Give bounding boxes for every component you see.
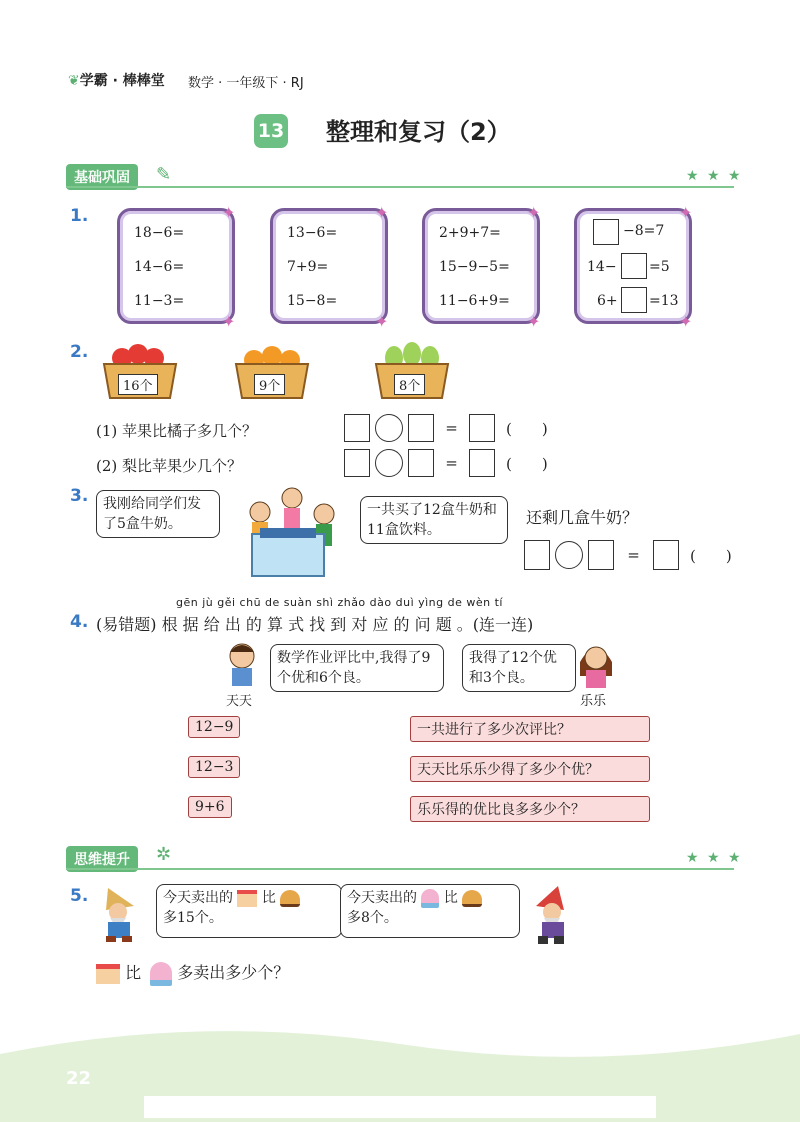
star-icon: ✦ (222, 312, 236, 331)
section-divider (66, 186, 734, 188)
equation-text: 6+ (597, 293, 618, 309)
equation-text: 15−8= (287, 293, 338, 309)
section-thinking-tab: 思维提升 (66, 846, 138, 872)
equation-text: =13 (649, 293, 679, 309)
question-4-number: 4. (70, 612, 89, 632)
speech-bubble (340, 884, 520, 938)
unit-parentheses: ( ) (690, 546, 732, 565)
speech-bubble: 我得了12个优和3个良。 (462, 644, 576, 692)
bubble-text: 今天卖出的 (347, 890, 417, 906)
question-card[interactable]: 一共进行了多少次评比？ (410, 716, 650, 742)
basket-label: 9个 (254, 374, 285, 395)
speech-bubble (156, 884, 342, 938)
boy-tiantian-icon (222, 640, 264, 690)
brand-text: 学霸 · 棒棒堂 (79, 73, 165, 89)
equals-sign: = (627, 546, 640, 564)
question-text: 多卖出多少个？ (177, 963, 290, 982)
question-2-number: 2. (70, 342, 89, 362)
answer-box[interactable] (469, 414, 495, 442)
star-icon: ✦ (527, 203, 541, 222)
question-card[interactable]: 天天比乐乐少得了多少个优？ (410, 756, 650, 782)
name-tiantian: 天天 (226, 694, 253, 709)
star-icon: ✦ (375, 203, 389, 222)
question-4-prompt: (易错题) 根 据 给 出 的 算 式 找 到 对 应 的 问 题 。(连一连) (96, 615, 534, 634)
cake-icon (96, 964, 120, 984)
answer-box[interactable] (344, 449, 370, 477)
basket-label: 16个 (118, 374, 158, 395)
equation-row (344, 414, 548, 442)
dwarf-right-icon (522, 884, 578, 948)
answer-box[interactable] (593, 219, 617, 243)
footer-blank-bar (144, 1096, 656, 1118)
question-1-number: 1. (70, 206, 89, 226)
bubble-text: 多8个。 (347, 910, 398, 926)
sparkle-icon: ✲ (156, 844, 172, 865)
star-icon: ✦ (375, 312, 389, 331)
bubble-text: 多15个。 (163, 910, 223, 926)
expression-card[interactable]: 9+6 (188, 796, 232, 818)
speech-bubble: 数学作业评比中,我得了9个优和6个良。 (270, 644, 444, 692)
answer-box[interactable] (621, 287, 645, 311)
girl-lele-icon (574, 640, 618, 690)
brand-logo (68, 70, 165, 90)
equation-text: 7+9= (287, 259, 329, 275)
pencil-icon: ✎ (156, 164, 172, 185)
question-text: 比 (125, 963, 142, 982)
equation-text: 13−6= (287, 225, 338, 241)
difficulty-stars: ★ ★ ★ (686, 850, 743, 866)
star-icon: ✦ (527, 312, 541, 331)
cupcake-icon (421, 889, 439, 908)
equation-text: =5 (649, 259, 670, 275)
question-2-part-2: (2) 梨比苹果少几个？ (96, 457, 243, 475)
equation-text: −8=7 (623, 223, 665, 239)
cake-icon (237, 890, 257, 907)
answer-box[interactable] (653, 540, 679, 570)
equation-text: 11−6+9= (439, 293, 510, 309)
children-milk-illustration (232, 484, 352, 584)
burger-icon (280, 890, 300, 907)
answer-box[interactable] (344, 414, 370, 442)
expression-card[interactable]: 12−9 (188, 716, 240, 738)
operator-circle[interactable] (375, 449, 403, 477)
answer-box[interactable] (408, 414, 434, 442)
bubble-text: 今天卖出的 (163, 890, 233, 906)
equation-card-4 (574, 208, 692, 324)
expression-card[interactable]: 12−3 (188, 756, 240, 778)
operator-circle[interactable] (375, 414, 403, 442)
equation-text: 15−9−5= (439, 259, 510, 275)
difficulty-stars: ★ ★ ★ (686, 168, 743, 184)
star-icon: ✦ (222, 203, 236, 222)
section-basic-tab: 基础巩固 (66, 164, 138, 190)
equation-text: 11−3= (134, 293, 185, 309)
answer-box[interactable] (408, 449, 434, 477)
name-lele: 乐乐 (580, 694, 607, 709)
answer-box[interactable] (469, 449, 495, 477)
star-icon: ✦ (679, 312, 693, 331)
bubble-text: 比 (443, 890, 458, 906)
dwarf-left-icon (94, 884, 146, 946)
unit-parentheses: ( ) (506, 454, 548, 473)
question-3-text: 还剩几盒牛奶？ (526, 508, 639, 527)
equals-sign: = (445, 419, 458, 437)
pinyin-line: gēn jù gěi chū de suàn shì zhǎo dào duì yìng de wèn tí (176, 596, 503, 609)
equation-card-2 (270, 208, 388, 324)
answer-box[interactable] (621, 253, 645, 277)
basket-label: 8个 (394, 374, 425, 395)
question-5-text (96, 960, 289, 986)
section-divider (66, 868, 734, 870)
speech-bubble: 我刚给同学们发了5盒牛奶。 (96, 490, 220, 538)
equation-row (344, 449, 548, 477)
cupcake-icon (150, 962, 172, 986)
speech-bubble: 一共买了12盒牛奶和11盒饮料。 (360, 496, 508, 544)
equation-text: 18−6= (134, 225, 185, 241)
star-icon: ✦ (679, 203, 693, 222)
lesson-number: 13 (254, 114, 288, 148)
bubble-text: 比 (261, 890, 276, 906)
unit-parentheses: ( ) (506, 419, 548, 438)
equation-card-3 (422, 208, 540, 324)
equation-card-1 (117, 208, 235, 324)
operator-circle[interactable] (555, 541, 583, 569)
answer-box[interactable] (588, 540, 614, 570)
question-card[interactable]: 乐乐得的优比良多多少个？ (410, 796, 650, 822)
leaf-icon: ❦ (68, 73, 80, 89)
equation-text: 2+9+7= (439, 225, 501, 241)
page-title: 整理和复习（2） (326, 118, 511, 146)
question-5-number: 5. (70, 886, 89, 906)
burger-icon (462, 890, 482, 907)
equation-text: 14−6= (134, 259, 185, 275)
page-number: 22 (66, 1068, 92, 1089)
equals-sign: = (445, 454, 458, 472)
equation-text: 14− (587, 259, 617, 275)
equation-row (524, 540, 732, 570)
question-3-number: 3. (70, 486, 89, 506)
subject-label: 数学 · 一年级下 · RJ (188, 76, 304, 91)
question-2-part-1: (1) 苹果比橘子多几个？ (96, 422, 258, 440)
answer-box[interactable] (524, 540, 550, 570)
